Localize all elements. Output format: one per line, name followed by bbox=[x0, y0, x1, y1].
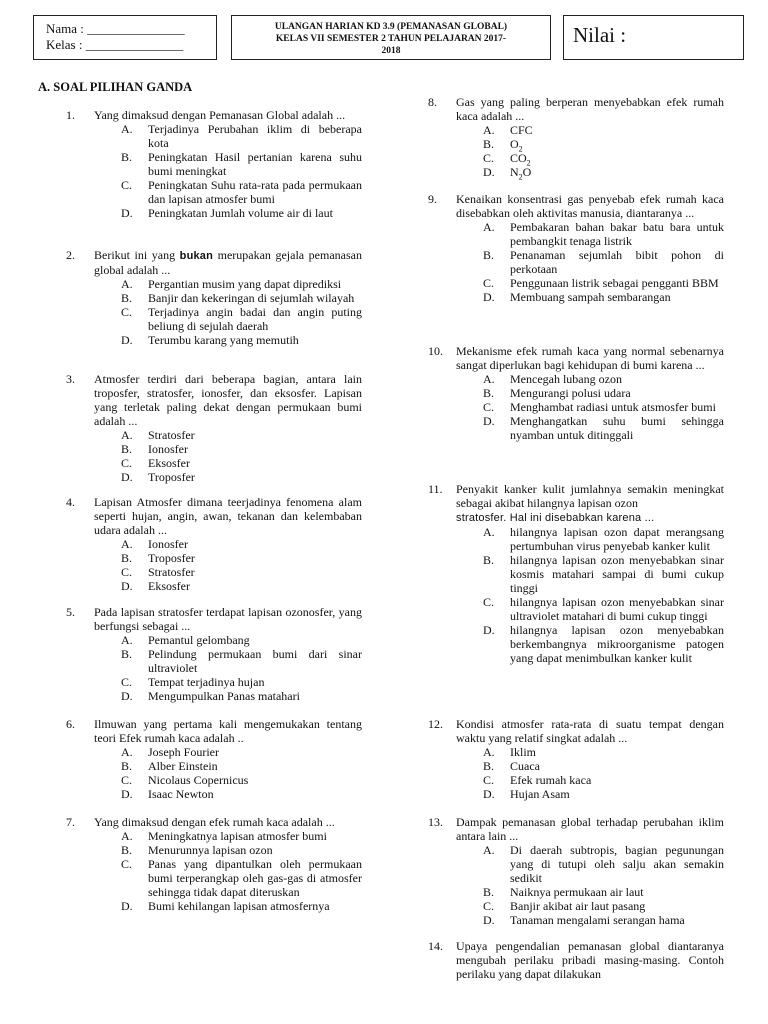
option-a: A. Meningkatnya lapisan atmosfer bumi bbox=[121, 829, 327, 843]
option-c: C. Nicolaus Copernicus bbox=[121, 773, 249, 787]
option-d: D. Tanaman mengalami serangan hama bbox=[483, 913, 685, 927]
option-c: C. Penggunaan listrik sebagai pengganti BBM bbox=[483, 276, 719, 290]
option-d: D. Membuang sampah sembarangan bbox=[483, 290, 671, 304]
question-stem: Yang dimaksud dengan Pemanasan Global adalah ... bbox=[94, 108, 346, 122]
option-a: A. Pemantul gelombang bbox=[121, 633, 250, 647]
score-label: Nilai : bbox=[573, 23, 627, 47]
option-b: B. Troposfer bbox=[121, 551, 195, 565]
option-a: A. Terjadinya Perubahan iklim di beberapa kota bbox=[121, 122, 362, 150]
option-c: C. Peningkatan Suhu rata-rata pada permukaan dan lapisan atmosfer bumi bbox=[121, 178, 362, 206]
option-a: A. Ionosfer bbox=[121, 537, 188, 551]
exam-title-line-1: ULANGAN HARIAN KD 3.9 (PEMANASAN GLOBAL) bbox=[274, 22, 508, 32]
option-c: C. Tempat terjadinya hujan bbox=[121, 675, 265, 689]
option-d: D. Terumbu karang yang memutih bbox=[121, 333, 299, 347]
exam-title-line-3: 2018 bbox=[381, 46, 401, 56]
question-2: 2. Berikut ini yang bukan merupakan gejala pemanasan global adalah ... A. Pergantian musim yang dapat diprediksi B. Banjir dan kekeringan di sejumlah wilayah C. Terjadinya angin badai dan angin puting beliung di sejulah daerah D. Terumbu karang yang memutih bbox=[66, 248, 362, 347]
option-b: B. Naiknya permukaan air laut bbox=[483, 885, 644, 899]
option-c: C. $CO_2$ bbox=[483, 151, 531, 168]
question-10: 10. Mekanisme efek rumah kaca yang normal sebenarnya sangat diperlukan bagi kehidupan di bumi karena ... A. Mencegah lubang ozon B. Mengurangi polusi udara C. Menghambat radiasi untuk atsmosfer bumi D. Menghangatkan suhu bumi sehingga nyamban untuk ditinggali bbox=[428, 344, 724, 442]
option-a: A. Di daerah subtropis, bagian pegunungan yang di tutupi oleh salju akan semakin sedikit bbox=[483, 843, 724, 885]
option-b: B. Cuaca bbox=[483, 759, 540, 773]
option-c: C. Efek rumah kaca bbox=[483, 773, 592, 787]
option-b: B. Alber Einstein bbox=[121, 759, 218, 773]
option-c: C. Eksosfer bbox=[121, 456, 190, 470]
option-b: B. hilangnya lapisan ozon menyebabkan sinar kosmis matahari sampai di bumi cukup tinggi bbox=[483, 553, 724, 595]
option-a: A. Joseph Fourier bbox=[121, 745, 219, 759]
stem-continuation: stratosfer. Hal ini disebabkan karena ... bbox=[456, 512, 655, 524]
option-b: B. Mengurangi polusi udara bbox=[483, 386, 631, 400]
option-b: B. Pelindung permukaan bumi dari sinar ultraviolet bbox=[121, 647, 362, 675]
question-11: 11. Penyakit kanker kulit jumlahnya semakin meningkat sebagai akibat hilangnya lapisan ozon stratosfer. Hal ini disebabkan karena ... A. hilangnya lapisan ozon dapat merangsang pertumbuhan virus penyebab kanker kulit B. hilangnya lapisan ozon menyebabkan sinar kosmis matahari sampai di bumi cukup tinggi C. hilangnya lapisan ozon menyebabkan sinar ultraviolet matahari di bumi cukup tinggi D. hilangnya lapisan ozon menyebabkan berkembangnya mikroorganisme patogen yang dapat menimbulkan kanker kulit bbox=[428, 482, 724, 665]
option-a: A. Pembakaran bahan bakar batu bara untuk pembangkit tenaga listrik bbox=[483, 220, 724, 248]
option-d: D. Menghangatkan suhu bumi sehingga nyamban untuk ditinggali bbox=[483, 414, 724, 442]
exam-title-box bbox=[231, 15, 551, 60]
option-c: C. hilangnya lapisan ozon menyebabkan sinar ultraviolet matahari di bumi cukup tinggi bbox=[483, 595, 724, 623]
option-d: D. Hujan Asam bbox=[483, 787, 570, 801]
option-d: D. hilangnya lapisan ozon menyebabkan berkembangnya mikroorganisme patogen yang dapat menimbulkan kanker kulit bbox=[483, 623, 724, 665]
option-d: D. $N_2O$ bbox=[483, 165, 532, 182]
option-a: A. CFC bbox=[483, 123, 533, 137]
question-8: 8. Gas yang paling berperan menyebabkan efek rumah kaca adalah ... A. CFC B. $O_2$ C. $CO_2$ D. $N_2O$ bbox=[428, 95, 724, 182]
question-12: 12. Kondisi atmosfer rata-rata di suatu tempat dengan waktu yang relatif singkat adalah ... A. Iklim B. Cuaca C. Efek rumah kaca D. Hujan Asam bbox=[428, 717, 724, 801]
exam-title-line-2: KELAS VII SEMESTER 2 TAHUN PELAJARAN 2017- bbox=[275, 34, 507, 44]
option-b: B. Penanaman sejumlah bibit pohon di perkotaan bbox=[483, 248, 724, 276]
emphasis-word: bukan bbox=[179, 250, 214, 262]
question-14: 14. Upaya pengendalian pemanasan global diantaranya mengubah perilaku pribadi masing-masing. Contoh perilaku yang dapat dilakukan bbox=[428, 939, 724, 981]
class-line: Kelas : _______________ bbox=[46, 37, 184, 52]
option-d: D. Isaac Newton bbox=[121, 787, 214, 801]
question-7: 7. Yang dimaksud dengan efek rumah kaca adalah ... A. Meningkatnya lapisan atmosfer bumi B. Menurunnya lapisan ozon C. Panas yang dipantulkan oleh permukaan bumi terperangkap oleh gas-gas di atmosfer sehingga tidak dapat diteruskan D. Bumi kehilangan lapisan atmosfernya bbox=[66, 815, 362, 913]
question-3: 3. Atmosfer terdiri dari beberapa bagian, antara lain troposfer, stratosfer, ionosfer, dan eksosfer. Lapisan yang terletak paling dekat dengan permukaan bumi adalah ... A. Stratosfer B. Ionosfer C. Eksosfer D. Troposfer bbox=[66, 372, 362, 484]
option-d: D. Peningkatan Jumlah volume air di laut bbox=[121, 206, 333, 220]
option-b: B. $O_2$ bbox=[483, 137, 523, 154]
option-d: D. Eksosfer bbox=[121, 579, 190, 593]
option-a: A. hilangnya lapisan ozon dapat merangsang pertumbuhan virus penyebab kanker kulit bbox=[483, 525, 724, 553]
question-4: 4. Lapisan Atmosfer dimana teerjadinya fenomena alam seperti hujan, angin, awan, tekanan dan kelembaban udara adalah ... A. Ionosfer B. Troposfer C. Stratosfer D. Eksosfer bbox=[66, 495, 362, 593]
question-13: 13. Dampak pemanasan global terhadap perubahan iklim antara lain ... A. Di daerah subtropis, bagian pegunungan yang di tutupi oleh salju akan semakin sedikit B. Naiknya permukaan air laut C. Banjir akibat air laut pasang D. Tanaman mengalami serangan hama bbox=[428, 815, 724, 927]
option-b: B. Menurunnya lapisan ozon bbox=[121, 843, 273, 857]
question-9: 9. Kenaikan konsentrasi gas penyebab efek rumah kaca disebabkan oleh aktivitas manusia, diantaranya ... A. Pembakaran bahan bakar batu bara untuk pembangkit tenaga listrik B. Penanaman sejumlah bibit pohon di perkotaan C. Penggunaan listrik sebagai pengganti BBM D. Membuang sampah sembarangan bbox=[428, 192, 724, 304]
option-c: C. Menghambat radiasi untuk atsmosfer bumi bbox=[483, 400, 716, 414]
student-info-box bbox=[33, 15, 217, 60]
option-b: B. Peningkatan Hasil pertanian karena suhu bumi meningkat bbox=[121, 150, 362, 178]
option-d: D. Mengumpulkan Panas matahari bbox=[121, 689, 300, 703]
question-5: 5. Pada lapisan stratosfer terdapat lapisan ozonosfer, yang berfungsi sebagai ... A. Pemantul gelombang B. Pelindung permukaan bumi dari sinar ultraviolet C. Tempat terjadinya hujan D. Mengumpulkan Panas matahari bbox=[66, 605, 362, 703]
option-a: A. Iklim bbox=[483, 745, 536, 759]
option-d: D. Bumi kehilangan lapisan atmosfernya bbox=[121, 899, 330, 913]
option-c: C. Banjir akibat air laut pasang bbox=[483, 899, 646, 913]
option-c: C. Stratosfer bbox=[121, 565, 195, 579]
option-c: C. Terjadinya angin badai dan angin puting beliung di sejulah daerah bbox=[121, 305, 362, 333]
score-box bbox=[563, 15, 744, 60]
option-d: D. Troposfer bbox=[121, 470, 195, 484]
option-b: B. Ionosfer bbox=[121, 442, 188, 456]
section-title: A. SOAL PILIHAN GANDA bbox=[38, 80, 193, 94]
name-line: Nama : _______________ bbox=[46, 21, 185, 36]
option-a: A. Mencegah lubang ozon bbox=[483, 372, 622, 386]
option-a: A. Stratosfer bbox=[121, 428, 195, 442]
option-c: C. Panas yang dipantulkan oleh permukaan bumi terperangkap oleh gas-gas di atmosfer sehingga tidak dapat diteruskan bbox=[121, 857, 362, 899]
option-b: B. Banjir dan kekeringan di sejumlah wilayah bbox=[121, 291, 355, 305]
option-a: A. Pergantian musim yang dapat diprediksi bbox=[121, 277, 342, 291]
question-1: 1. Yang dimaksud dengan Pemanasan Global adalah ... A. Terjadinya Perubahan iklim di beberapa kota B. Peningkatan Hasil pertanian karena suhu bumi meningkat C. Peningkatan Suhu rata-rata pada permukaan dan lapisan atmosfer bumi D. Peningkatan Jumlah volume air di laut bbox=[66, 108, 362, 220]
question-6: 6. Ilmuwan yang pertama kali mengemukakan tentang teori Efek rumah kaca adalah .. A. Joseph Fourier B. Alber Einstein C. Nicolaus Copernicus D. Isaac Newton bbox=[66, 717, 362, 801]
